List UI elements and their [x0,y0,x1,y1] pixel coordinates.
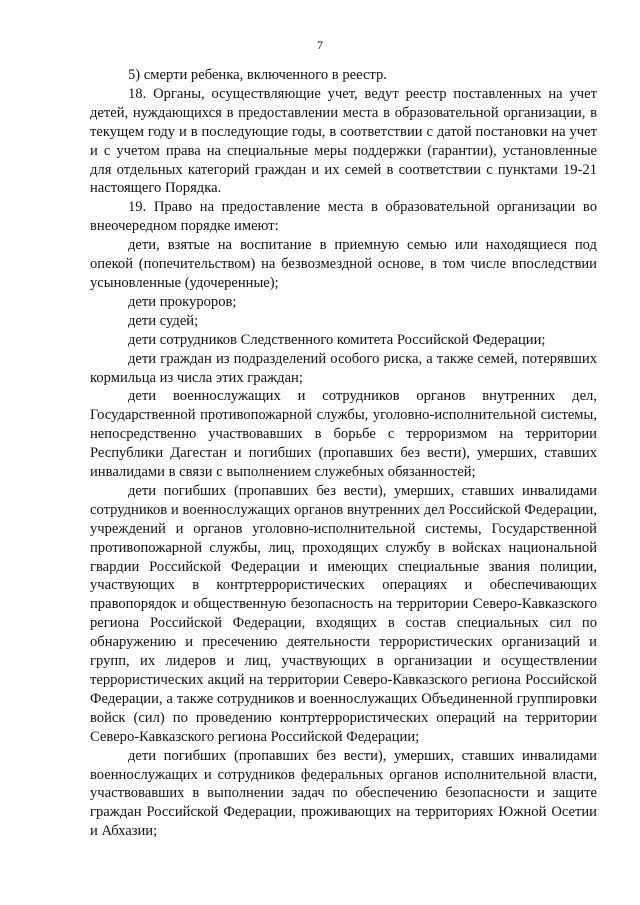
list-item-judges-children: дети судей; [128,312,199,329]
list-item-special-risk-units-children: дети граждан из подразделений особого риска, а также семей, потерявших кормильца из числа этих граждан; [90,350,597,386]
list-item-prosecutors-children: дети прокуроров; [128,293,237,310]
list-item-dagestan-servicemen-children: дети военнослужащих и сотрудников органов внутренних дел, Государственной противопожарной службы, уголовно-исполнительной системы, непосредственно участвовавших в борьбе с терроризмом на территории Республики Дагестан и погибших (пропавших без вести), умерших, ставших инвалидами в связи с выполнением служебных обязанностей; [90,388,597,481]
clause-19-priority-right: 19. Право на предоставление места в образовательной организации во внеочередном порядке имеют: [90,199,597,235]
list-item-foster-children: дети, взятые на воспитание в приемную семью или находящиеся под опекой (попечительством) на безвозмездной основе, в том числе впоследствии усыновленные (удочеренные); [90,237,597,291]
document-body [90,66,597,841]
clause-18-registry: 18. Органы, осуществляющие учет, ведут реестр поставленных на учет детей, нуждающихся в предоставлении места в образовательной организации, в текущем году и в последующие годы, в соответствии с датой постановки на учет и с учетом права на специальные меры поддержки (гарантии), установленные для отдельных категорий граждан и их семей в соответствии с пунктами 19-21 настоящего Порядка. [90,85,597,197]
list-item-south-ossetia-abkhazia-children: дети погибших (пропавших без вести), умерших, ставших инвалидами военнослужащих и сотрудников федеральных органов исполнительной власти, участвовавших в выполнении задач по обеспечению безопасности и защите граждан Российской Федерации, проживающих на территориях Южной Осетии и Абхазии; [90,747,597,840]
list-item-death-of-child: 5) смерти ребенка, включенного в реестр. [128,67,387,83]
page-number: 7 [317,38,323,52]
list-item-north-caucasus-servicemen-children: дети погибших (пропавших без вести), умерших, ставших инвалидами сотрудников и военнослужащих органов внутренних дел Российской Федерации, учреждений и органов уголовно-исполнительной системы, Государственной противопожарной службы, лиц, проходящих службу в войсках национальной гвардии Российской Федерации и имеющих специальные звания полиции, участвующих в контртеррористических операциях и обеспечивающих правопорядок и общественную безопасность на территории Северо-Кавказского региона Российской Федерации, входящих в состав специальных сил по обнаружению и пресечению деятельности террористических организаций и групп, их лидеров и лиц, участвующих в организации и осуществлении террористических акций на территории Северо-Кавказского региона Российской Федерации, а также сотрудников и военнослужащих Объединенной группировки войск (сил) по проведению контртеррористических операций на территории Северо-Кавказского региона Российской Федерации; [90,482,597,745]
list-item-investigative-committee-children: дети сотрудников Следственного комитета Российской Федерации; [128,331,546,348]
